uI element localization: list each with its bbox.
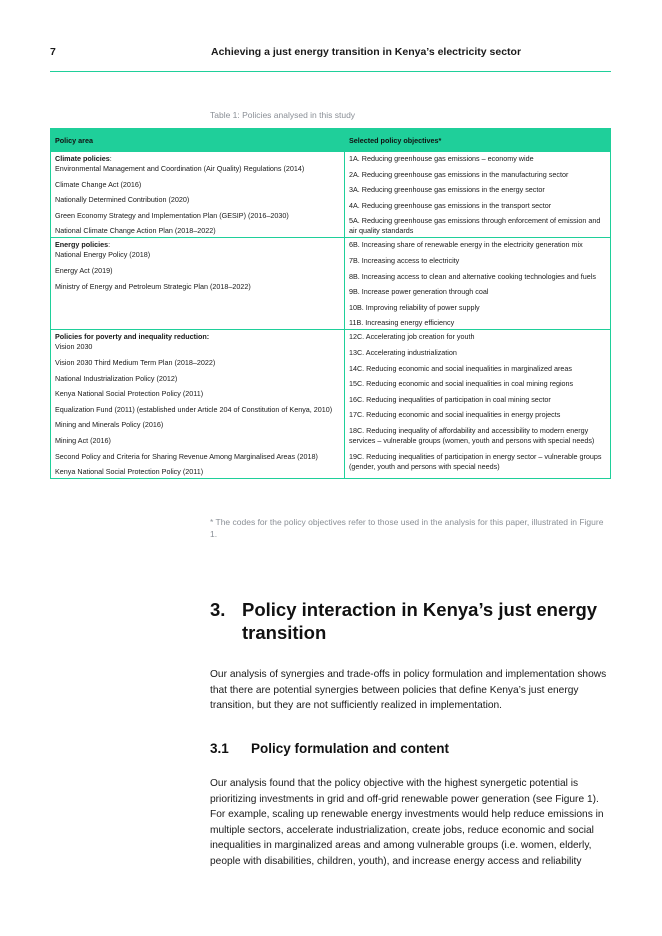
- objective-item: 14C. Reducing economic and social inequalities in marginalized areas: [349, 363, 572, 373]
- policy-list: [51, 238, 345, 329]
- objective-item: 9B. Increase power generation through coal: [349, 287, 489, 297]
- policy-item: Kenya National Social Protection Policy (2011): [55, 467, 204, 477]
- objective-item: 4A. Reducing greenhouse gas emissions in the transport sector: [349, 200, 552, 210]
- policy-item: Green Economy Strategy and Implementation Plan (GESIP) (2016–2030): [55, 210, 289, 220]
- policy-item: Vision 2030: [55, 342, 93, 352]
- objective-item: 1A. Reducing greenhouse gas emissions – economy wide: [349, 154, 534, 163]
- policy-table: [50, 128, 611, 479]
- policy-list: [51, 330, 345, 478]
- objective-item: 12C. Accelerating job creation for youth: [349, 332, 475, 342]
- section-number: 3.: [210, 599, 226, 620]
- group-title: Policies for poverty and inequality reduction:: [55, 332, 210, 342]
- policy-item: National Energy Policy (2018): [55, 250, 151, 260]
- objective-list: [345, 238, 610, 329]
- objective-item: 10B. Improving reliability of power supply: [349, 302, 480, 312]
- policy-item: Energy Act (2019): [55, 265, 113, 275]
- group-title: Energy policies: [55, 240, 109, 250]
- group-title-line: Climate policies:: [55, 154, 112, 163]
- policy-item: Nationally Determined Contribution (2020): [55, 195, 190, 205]
- policy-list: [51, 152, 345, 237]
- policy-item: Mining and Minerals Policy (2016): [55, 420, 164, 430]
- page-header: [50, 46, 611, 72]
- policy-item: Equalization Fund (2011) (established under Article 204 of Constitution of Kenya, 2010): [55, 404, 333, 414]
- table-group-energy: [51, 237, 610, 329]
- table-header-row: [51, 129, 610, 151]
- policy-item: National Climate Change Action Plan (2018–2022): [55, 226, 216, 236]
- section-intro-paragraph: Our analysis of synergies and trade-offs in policy formulation and implementation shows that there are potential synergies between policies that define Kenya’s just energy transition, but they are not sufficiently realized in implementation.: [210, 669, 607, 712]
- table-caption: Table 1: Policies analysed in this study: [210, 110, 356, 120]
- objective-item: 13C. Accelerating industrialization: [349, 347, 457, 357]
- objective-item: 6B. Increasing share of renewable energy in the electricity generation mix: [349, 240, 583, 250]
- objective-item: 8B. Increasing access to clean and alternative cooking technologies and fuels: [349, 271, 596, 281]
- header-objectives: Selected policy objectives*: [349, 136, 442, 145]
- subsection-number: 3.1: [210, 741, 229, 756]
- objective-item: 16C. Reducing inequalities of participation in coal mining sector: [349, 394, 551, 404]
- policy-item: Second Policy and Criteria for Sharing Revenue Among Marginalised Areas (2018): [55, 451, 318, 461]
- subsection-heading: [210, 741, 449, 756]
- policy-item: Environmental Management and Coordination (Air Quality) Regulations (2014): [55, 164, 305, 173]
- objective-item: 5A. Reducing greenhouse gas emissions through enforcement of emission and air quality standards: [349, 216, 601, 236]
- objective-item: 2A. Reducing greenhouse gas emissions in the manufacturing sector: [349, 169, 569, 179]
- policy-item: Mining Act (2016): [55, 435, 111, 445]
- header-policy-area: Policy area: [51, 129, 345, 151]
- table-group-poverty: [51, 329, 610, 478]
- policy-item: Kenya National Social Protection Policy (2011): [55, 389, 204, 399]
- objective-item: 7B. Increasing access to electricity: [349, 255, 460, 265]
- objective-item: 3A. Reducing greenhouse gas emissions in the energy sector: [349, 185, 545, 195]
- objective-list: [345, 330, 610, 478]
- objective-item: 11B. Increasing energy efficiency: [349, 318, 455, 328]
- objective-item: 18C. Reducing inequality of affordability and accessibility to modern energy services – vulnerable groups (women, youth and persons with special needs): [349, 425, 595, 445]
- section-heading: [210, 598, 610, 644]
- objective-item: 15C. Reducing economic and social inequalities in coal mining regions: [349, 379, 574, 389]
- objective-item: 19C. Reducing inequalities of participation in energy sector – vulnerable groups (gender, youth and persons with special needs): [349, 451, 602, 471]
- policy-item: Ministry of Energy and Petroleum Strategic Plan (2018–2022): [55, 281, 251, 291]
- policy-item: Climate Change Act (2016): [55, 179, 142, 189]
- objective-list: [345, 152, 610, 237]
- policy-item: National Industrialization Policy (2012): [55, 373, 178, 383]
- group-title-line: Energy policies:: [55, 240, 111, 250]
- subsection-title: Policy formulation and content: [251, 741, 450, 756]
- running-title: Achieving a just energy transition in Kenya’s electricity sector: [211, 46, 522, 58]
- section-title: Policy interaction in Kenya’s just energy transition: [242, 599, 598, 643]
- group-title: Climate policies: [55, 154, 110, 163]
- page-number: 7: [50, 46, 56, 58]
- objective-item: 17C. Reducing economic and social inequalities in energy projects: [349, 410, 561, 420]
- subsection-paragraph: Our analysis found that the policy objective with the highest synergetic potential is prioritizing investments in grid and off-grid renewable power generation (see Figure 1). For example, scaling up renewable energy investments would help reduce emissions in multiple sectors, accelerate industrialization, create jobs, reduce economic and social inequalities in marginalized areas and among vulnerable groups (i.e. women, elderly, people with disabilities, children, youth), and increase energy access and reliability: [210, 778, 604, 867]
- table-footnote: * The codes for the policy objectives refer to those used in the analysis for this paper, illustrated in Figure 1.: [210, 517, 604, 539]
- table-group-climate: [51, 151, 610, 237]
- policy-item: Vision 2030 Third Medium Term Plan (2018–2022): [55, 357, 216, 367]
